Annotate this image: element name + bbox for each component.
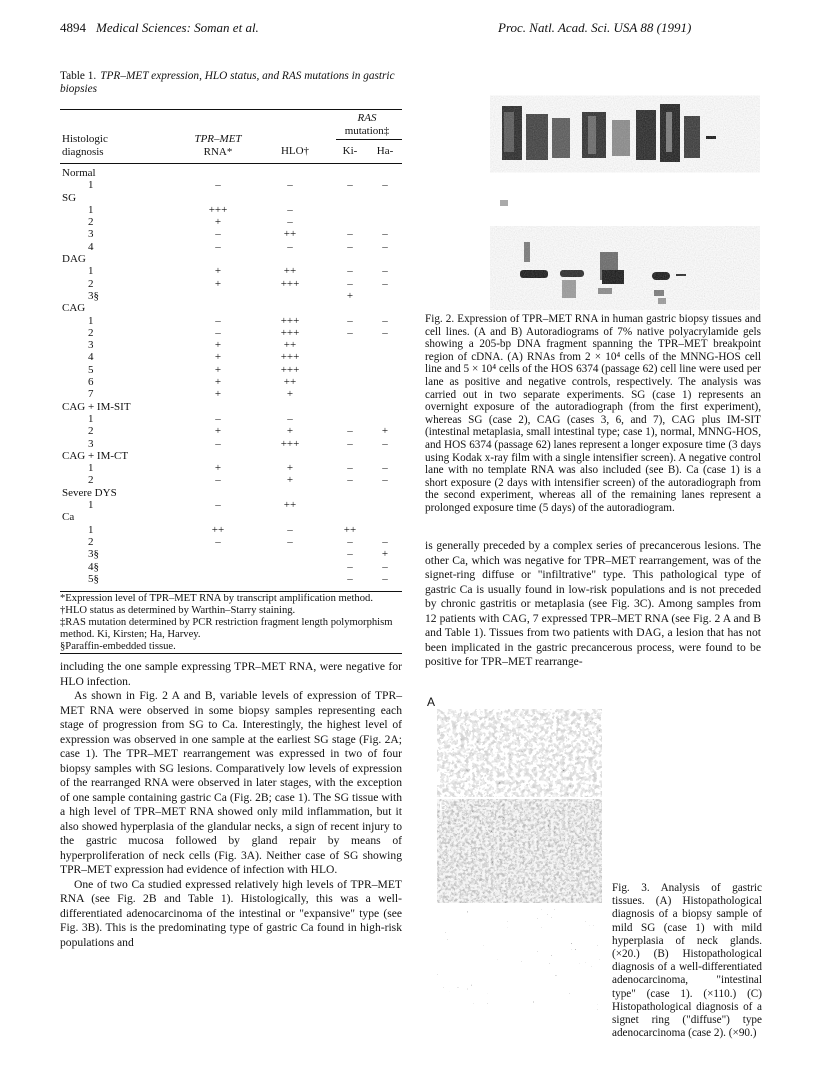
table-cell: –: [215, 228, 221, 241]
table-cell: +++: [280, 363, 300, 376]
table-cell: –: [287, 412, 293, 425]
table-cell: [188, 561, 248, 573]
case-number: 1: [88, 462, 94, 475]
group-label: CAG + IM-CT: [62, 449, 129, 462]
table-cell: [368, 192, 402, 204]
footnote-3: ‡RAS mutation determined by PCR restriction fragment length polymorphism method. Ki, Kirsten; Ha, Harvey.: [60, 617, 393, 640]
figure-3-caption: [612, 882, 762, 1040]
table-cell: –: [215, 314, 221, 327]
table-title-text: TPR–MET expression, HLO status, and RAS mutations in gastric biopsies: [60, 70, 395, 95]
table-cell: [248, 450, 332, 462]
page-number: 4894: [60, 20, 86, 35]
table-cell: [248, 302, 332, 314]
table-cell: [248, 192, 332, 204]
col-hlo: HLO†: [280, 145, 310, 157]
table-cell: [188, 290, 248, 302]
case-number: 1: [88, 412, 94, 425]
table-cell: –: [347, 240, 353, 253]
table-cell: [248, 167, 332, 179]
table-cell: –: [347, 326, 353, 339]
table-cell: +: [286, 474, 294, 487]
table-cell: –: [382, 314, 388, 327]
table-cell: +: [214, 339, 222, 352]
table-cell: –: [215, 437, 221, 450]
table-cell: –: [347, 265, 353, 278]
micrograph-b: [437, 799, 602, 903]
table-cell: –: [347, 179, 353, 192]
table-cell: [248, 487, 332, 499]
table-row: [60, 179, 402, 191]
table-row: [60, 487, 402, 499]
table-cell: –: [382, 535, 388, 548]
table-cell: +: [286, 425, 294, 438]
table-cell: +: [214, 425, 222, 438]
table-row: [60, 548, 402, 560]
table-row: [60, 561, 402, 573]
table-cell: +: [214, 376, 222, 389]
table-row: [60, 438, 402, 450]
group-label: Ca: [62, 511, 75, 524]
case-number: 2: [88, 216, 94, 229]
table-cell: +: [286, 462, 294, 475]
group-label: CAG + IM-SIT: [62, 400, 131, 413]
table-cell: [368, 339, 402, 351]
table-cell: +: [214, 363, 222, 376]
table-row: [60, 511, 402, 523]
table-cell: [332, 499, 368, 511]
page-header-left: [60, 20, 259, 36]
table-cell: –: [347, 535, 353, 548]
table-cell: +: [214, 351, 222, 364]
table-cell: [188, 302, 248, 314]
case-number: 7: [88, 388, 94, 401]
table-cell: –: [347, 548, 353, 561]
table-cell: [188, 511, 248, 523]
case-number: 3§: [88, 289, 99, 302]
table-cell: ++: [283, 339, 297, 352]
table-cell: +: [214, 216, 222, 229]
table-cell: [368, 524, 402, 536]
table-cell: +: [214, 277, 222, 290]
table-cell: –: [287, 240, 293, 253]
table-row: [60, 573, 402, 585]
case-number: 6: [88, 376, 94, 389]
case-number: 1: [88, 203, 94, 216]
table-cell: –: [347, 277, 353, 290]
table-title: [60, 70, 402, 96]
table-row: [60, 167, 402, 179]
col-ki: Ki-: [342, 145, 358, 157]
figure-3-micrographs: [425, 695, 605, 1015]
journal-section: Medical Sciences: Soman et al.: [96, 20, 259, 35]
table-cell: –: [382, 560, 388, 573]
table-cell: –: [287, 535, 293, 548]
col-tpr-line1: TPR–MET: [194, 133, 242, 145]
case-number: 1: [88, 265, 94, 278]
case-number: 3: [88, 437, 94, 450]
case-number: 2: [88, 326, 94, 339]
table-cell: +: [214, 388, 222, 401]
panel-b-bands: [490, 200, 760, 310]
table-cell: [332, 487, 368, 499]
table-cell: ++: [211, 523, 225, 536]
table-cell: ++: [283, 376, 297, 389]
table-row: [60, 462, 402, 474]
group-label: SG: [62, 191, 77, 204]
panel-a-bands: [490, 102, 760, 166]
table-bottom-rule: [60, 591, 402, 592]
table-cell: –: [382, 437, 388, 450]
col-ras-line1: RAS: [357, 112, 377, 124]
case-number: 1: [88, 523, 94, 536]
case-number: 5§: [88, 572, 99, 585]
group-label: DAG: [62, 253, 86, 266]
footnote-4: §Paraffin-embedded tissue.: [60, 641, 176, 652]
table-cell: [248, 561, 332, 573]
fig3-label-c: C: [439, 909, 448, 923]
table-row: [60, 253, 402, 265]
table-cell: [332, 216, 368, 228]
table-row: [60, 315, 402, 327]
table-cell: –: [347, 228, 353, 241]
table-cell: [188, 548, 248, 560]
table-cell: +++: [280, 326, 300, 339]
table-row: [60, 413, 402, 425]
table-row: [60, 388, 402, 400]
case-number: 2: [88, 277, 94, 290]
data-table: [60, 167, 402, 585]
table-cell: –: [215, 474, 221, 487]
case-number: 3: [88, 339, 94, 352]
table-cell: –: [382, 228, 388, 241]
table-header: [60, 112, 402, 164]
table-cell: +++: [280, 437, 300, 450]
col-diagnosis-line1: Histologic: [62, 133, 108, 145]
table-cell: [332, 388, 368, 400]
table-body: [60, 167, 402, 585]
table-cell: [332, 253, 368, 265]
fig3-label-b: B: [439, 799, 448, 813]
table-cell: [368, 204, 402, 216]
case-number: 1: [88, 314, 94, 327]
table-row: [60, 327, 402, 339]
group-label: Normal: [62, 167, 96, 179]
micrograph-c: [437, 905, 602, 1011]
table-cell: [368, 511, 402, 523]
footnote-2: †HLO status as determined by Warthin–Starry staining.: [60, 605, 296, 616]
table-cell: +++: [280, 314, 300, 327]
fig3-label-a: A: [427, 695, 436, 709]
case-number: 1: [88, 499, 94, 512]
table-cell: –: [347, 560, 353, 573]
figure-2-caption-text: Fig. 2. Expression of TPR–MET RNA in human gastric biopsy tissues and cell lines. (A and B) Autoradiograms of 7% native polyacrylamide gels showing a 205-bp DNA fragment spanning the TPR–MET breakpoint region of cDNA. (A) RNAs from 2 × 10⁴ cells of the MNNG-HOS cell line and 5 × 10⁴ cells of the HOS 6374 (passage 62) cell line were used per lane as positive and negative controls, respectively. The analysis was carried out in two separate experiments. SG (case 1) represents an overnight exposure of the autoradiograph (from the first experiment), whereas SG (case 2), CAG (cases 3, 6, and 7), CAG plus IM-SIT (intestinal metaplasia, small intestinal type; case 1), normal, MNNG-HOS, and HOS 6374 (passage 62) lanes represent a longer exposure time (3 days using Kodak x-ray film with a single intensifier screen). A negative control lane with no template RNA was also included (see B). Ca (case 1) is a short exposure (2 days with intensifier screen) of the autoradiograph from the second experiment, whereas all of the remaining lanes represent a prolonged exposure time (5 days) of the autoradiogram.: [425, 313, 761, 514]
table-cell: –: [382, 179, 388, 192]
table-cell: [332, 204, 368, 216]
table-cell: [368, 388, 402, 400]
table-row: [60, 241, 402, 253]
col-ras-line2: mutation‡: [344, 124, 390, 137]
table-cell: –: [347, 425, 353, 438]
left-paragraph-2: As shown in Fig. 2 A and B, variable levels of expression of TPR–MET RNA were observed in some biopsy samples representing each stage of progression from SG to Ca. Interestingly, the highest level of expression was observed in one sample at the earliest SG stage (Fig. 2A; case 1). The TPR–MET rearrangement was expressed in two of four biopsy samples with SG lesions. Comparatively low levels of expression of the rearranged RNA were observed in later stages, with the exception of one sample containing gastric Ca (Fig. 2B; case 1). The SG tissue with a high level of TPR–MET RNA showed only mild inflammation, but it also showed hyperplasia of the glandular necks, a sign of recent injury to the gastric mucosa followed by gland repair by means of hyperproliferation of neck cells (Fig. 3A). Neither case of SG showing TPR–MET expression had evidence of infection with HLO.: [60, 689, 402, 876]
table-cell: –: [382, 572, 388, 585]
table-cell: –: [382, 462, 388, 475]
table-cell: [332, 302, 368, 314]
table-row: [60, 278, 402, 290]
table-cell: –: [382, 265, 388, 278]
table-cell: [248, 401, 332, 413]
table-cell: –: [287, 216, 293, 229]
table-row: [60, 216, 402, 228]
table-cell: [368, 413, 402, 425]
table-cell: [332, 339, 368, 351]
table-header-rule: [60, 163, 402, 164]
table-cell: [368, 401, 402, 413]
col-ha: Ha-: [376, 145, 394, 157]
table-cell: +: [346, 289, 354, 302]
table-cell: [332, 413, 368, 425]
case-number: 4: [88, 240, 94, 253]
table-footnotes: [60, 593, 402, 653]
group-label: Severe DYS: [62, 486, 117, 499]
case-number: 3§: [88, 548, 99, 561]
table-cell: –: [215, 326, 221, 339]
table-row: [60, 290, 402, 302]
table-cell: [332, 351, 368, 363]
figure-3-caption-text: Fig. 3. Analysis of gastric tissues. (A) Histopathological diagnosis of a biopsy sample of mild SG (case 1) with mild hyperplasia of neck glands. (×20.) (B) Histopathological diagnosis of a well-differentiated adenocarcinoma, "intestinal type" (case 1). (×110.) (C) Histopathological diagnosis of a signet ring ("diffuse") type adenocarcinoma (case 2). (×90.): [612, 882, 762, 1040]
table-cell: [188, 253, 248, 265]
table-cell: ++: [343, 523, 357, 536]
table-row: [60, 425, 402, 437]
table-cell: [368, 499, 402, 511]
table-cell: –: [215, 240, 221, 253]
table-row: [60, 351, 402, 363]
table-row: [60, 474, 402, 486]
table-row: [60, 450, 402, 462]
table-cell: –: [347, 474, 353, 487]
table-cell: [368, 364, 402, 376]
table-cell: [248, 253, 332, 265]
table-cell: [368, 253, 402, 265]
case-number: 2: [88, 474, 94, 487]
table-cell: –: [287, 179, 293, 192]
table-cell: [368, 450, 402, 462]
case-number: 4§: [88, 560, 99, 573]
col-ras: [332, 112, 402, 137]
table-cell: [188, 192, 248, 204]
footnote-rule: [60, 653, 402, 654]
table-cell: –: [215, 535, 221, 548]
table-cell: [368, 376, 402, 388]
table-row: [60, 228, 402, 240]
table-row: [60, 536, 402, 548]
case-number: 2: [88, 535, 94, 548]
table-cell: ++: [283, 265, 297, 278]
table-cell: –: [215, 499, 221, 512]
case-number: 4: [88, 351, 94, 364]
table-cell: [248, 511, 332, 523]
left-paragraph-3: One of two Ca studied expressed relatively high levels of TPR–MET RNA (see Fig. 2B and Table 1). Histologically, this was a well-differentiated adenocarcinoma of the intestinal or "expansive" type (see Fig. 3B). This is the predominating type of gastric Ca found in high-risk populations and: [60, 877, 402, 949]
table-row: [60, 364, 402, 376]
table-cell: [188, 167, 248, 179]
figure-2-autoradiogram: [490, 74, 760, 310]
table-cell: –: [382, 240, 388, 253]
table-cell: –: [382, 326, 388, 339]
table-cell: [332, 167, 368, 179]
micrograph-a: [437, 709, 602, 797]
table-cell: +++: [208, 203, 228, 216]
table-cell: [332, 192, 368, 204]
table-row: [60, 524, 402, 536]
left-paragraph-1: including the one sample expressing TPR–MET RNA, were negative for HLO infection.: [60, 660, 402, 688]
table-cell: +: [381, 548, 389, 561]
table-cell: +: [214, 265, 222, 278]
right-paragraph-1: is generally preceded by a complex series of precancerous lesions. The other Ca, which was negative for TPR–MET rearrangement, was of the signet-ring diffuse or "infiltrative" type. This pathological type of gastric Ca is usually found in low-risk populations and is not preceded by chronic gastritis or metaplasia (see Fig. 3C). Among samples from 12 patients with CAG, 7 expressed TPR–MET RNA (see Fig. 2 A and B and Table 1). Tissues from two patients with DAG, a lesion that has not been implicated in the gastric precancerous process, were found to be positive for TPR–MET rearrange-: [425, 539, 761, 668]
table-cell: [248, 573, 332, 585]
right-body-text: [425, 539, 761, 670]
col-tpr-met: [188, 133, 248, 158]
table-cell: –: [287, 523, 293, 536]
page-header-right: Proc. Natl. Acad. Sci. USA 88 (1991): [498, 20, 692, 35]
table-cell: ++: [283, 499, 297, 512]
table-cell: +: [286, 388, 294, 401]
table-cell: –: [215, 179, 221, 192]
table-row: [60, 339, 402, 351]
table-cell: [248, 290, 332, 302]
table-row: [60, 401, 402, 413]
table-cell: [332, 376, 368, 388]
table-cell: –: [347, 572, 353, 585]
table-cell: [332, 401, 368, 413]
table-top-rule: [60, 109, 402, 110]
table-label: Table 1.: [60, 70, 97, 82]
table-cell: [368, 167, 402, 179]
table-cell: –: [347, 437, 353, 450]
table-row: [60, 265, 402, 277]
table-cell: +: [214, 462, 222, 475]
col-tpr-line2: RNA*: [203, 145, 233, 158]
table-cell: [368, 216, 402, 228]
table-cell: –: [382, 474, 388, 487]
table-row: [60, 204, 402, 216]
ras-subrule: [336, 139, 402, 140]
table-cell: +++: [280, 277, 300, 290]
table-cell: [332, 364, 368, 376]
table-cell: [332, 450, 368, 462]
figure-2-caption: [425, 313, 761, 515]
table-cell: –: [347, 462, 353, 475]
table-cell: –: [215, 412, 221, 425]
table-cell: +++: [280, 351, 300, 364]
table-cell: [368, 351, 402, 363]
table-cell: [188, 487, 248, 499]
table-row: [60, 376, 402, 388]
group-label: CAG: [62, 302, 86, 315]
col-diagnosis-line2: diagnosis: [62, 145, 104, 158]
footnote-1: *Expression level of TPR–MET RNA by transcript amplification method.: [60, 593, 373, 604]
case-number: 1: [88, 179, 94, 192]
table-cell: [188, 573, 248, 585]
table-cell: [368, 487, 402, 499]
case-number: 3: [88, 228, 94, 241]
table-cell: +: [381, 425, 389, 438]
table-cell: [368, 302, 402, 314]
autoradiogram-image: [490, 74, 760, 310]
table-cell: [188, 450, 248, 462]
table-cell: –: [382, 277, 388, 290]
table-row: [60, 302, 402, 314]
table-cell: [368, 290, 402, 302]
table-cell: –: [287, 203, 293, 216]
table-cell: [248, 548, 332, 560]
table-row: [60, 192, 402, 204]
table-cell: ++: [283, 228, 297, 241]
case-number: 2: [88, 425, 94, 438]
col-diagnosis: [62, 133, 108, 158]
table-cell: [332, 511, 368, 523]
table-cell: –: [347, 314, 353, 327]
left-body-text: [60, 660, 402, 950]
table-row: [60, 499, 402, 511]
table-cell: [188, 401, 248, 413]
case-number: 5: [88, 363, 94, 376]
